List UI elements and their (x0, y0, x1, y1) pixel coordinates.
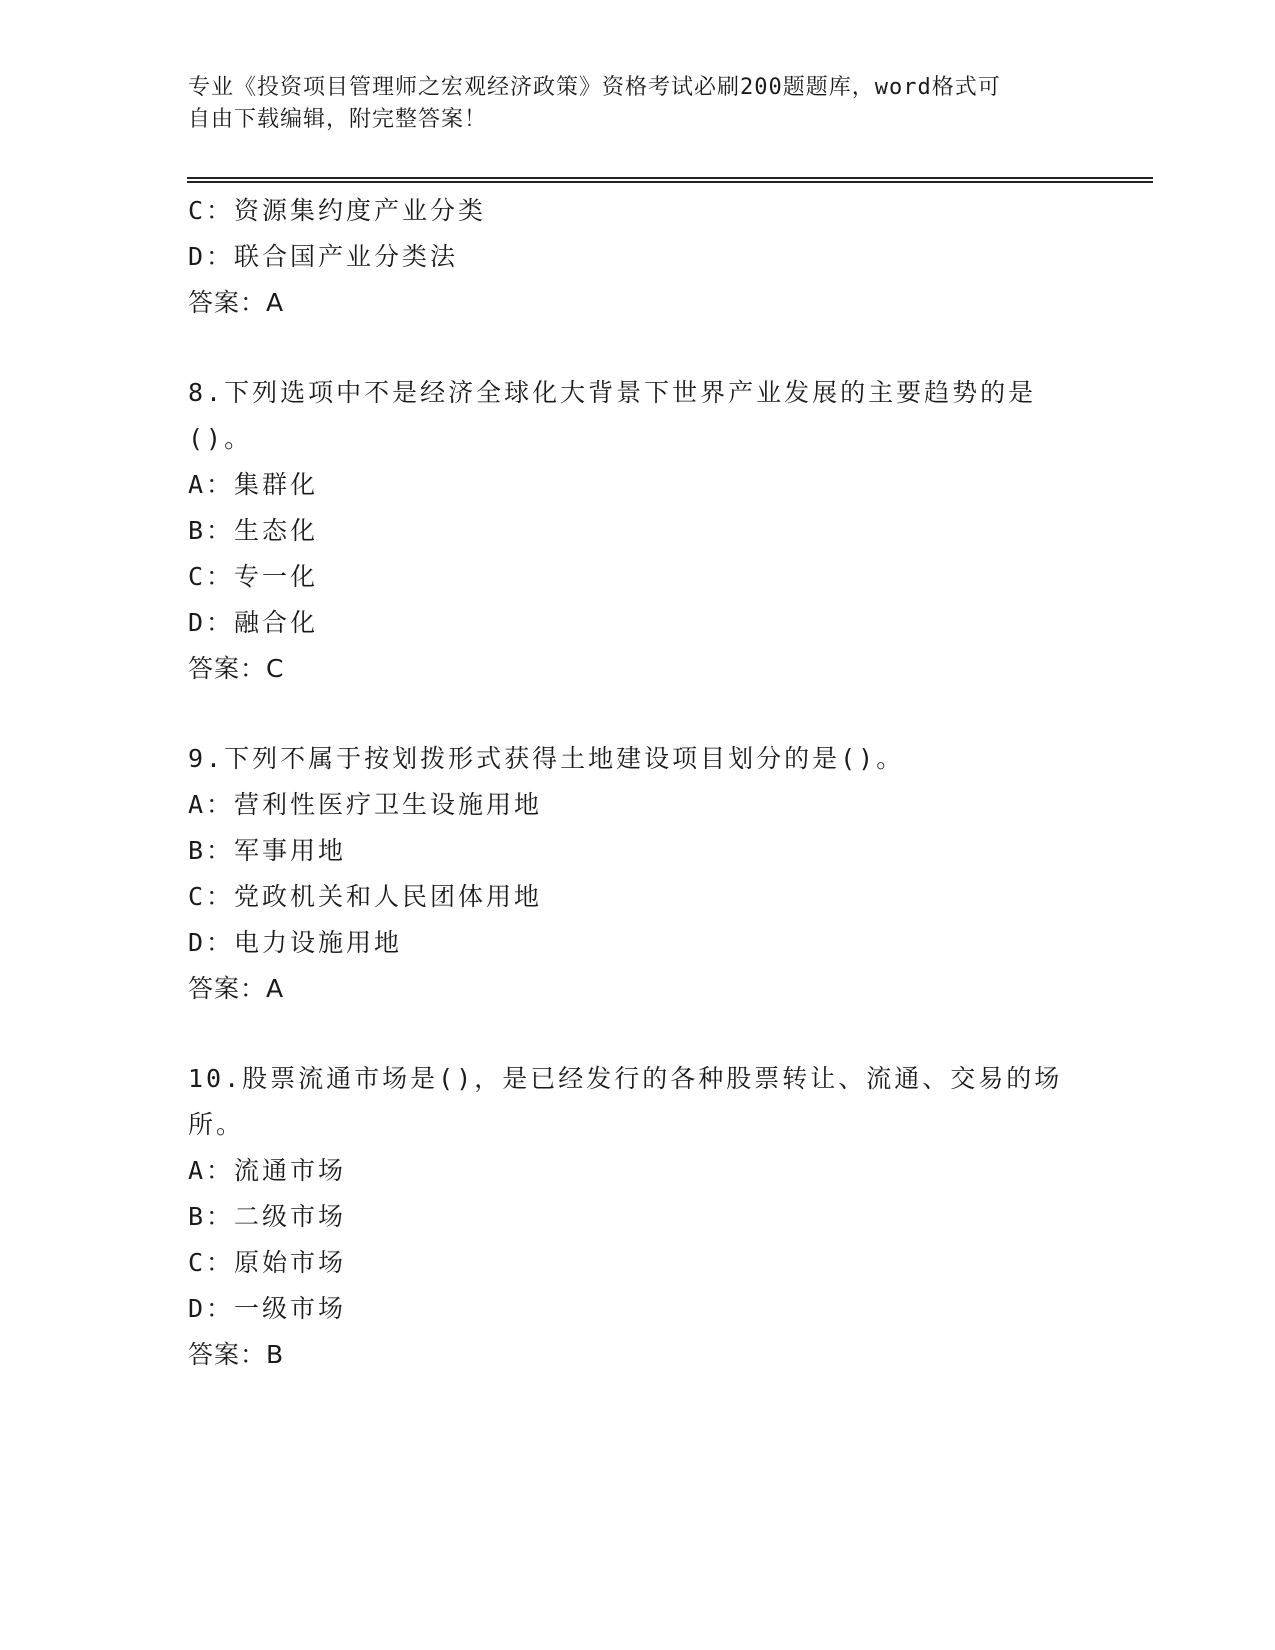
header-line-1: 专业《投资项目管理师之宏观经济政策》资格考试必刷200题题库，word格式可 (188, 75, 1001, 100)
question-list (188, 188, 1148, 1378)
question-gap (188, 1012, 1148, 1056)
question-7-tail (188, 188, 1148, 326)
option-b: B：军事用地 (188, 836, 347, 865)
question-stem: 8.下列选项中不是经济全球化大背景下世界产业发展的主要趋势的是 (188, 378, 1037, 407)
option-d: D：一级市场 (188, 1294, 347, 1323)
question-10 (188, 1056, 1148, 1378)
page-header (188, 72, 1068, 136)
header-line-2: 自由下载编辑，附完整答案！ (188, 107, 488, 132)
question-8 (188, 370, 1148, 692)
question-stem-continued: 所。 (188, 1110, 245, 1139)
option-a: A：流通市场 (188, 1156, 347, 1185)
option-a: A：营利性医疗卫生设施用地 (188, 790, 543, 819)
question-stem: 9.下列不属于按划拨形式获得土地建设项目划分的是()。 (188, 744, 905, 773)
question-9 (188, 736, 1148, 1012)
option-a: A：集群化 (188, 470, 319, 499)
option-c: C：党政机关和人民团体用地 (188, 882, 543, 911)
question-gap (188, 326, 1148, 370)
question-gap (188, 692, 1148, 736)
answer-line: 答案：B (188, 1340, 285, 1369)
question-stem: 10.股票流通市场是()，是已经发行的各种股票转让、流通、交易的场 (188, 1064, 1063, 1093)
option-c: C：原始市场 (188, 1248, 347, 1277)
option-c: C：专一化 (188, 562, 319, 591)
answer-line: 答案：A (188, 974, 285, 1003)
header-divider (187, 177, 1153, 183)
option-b: B：二级市场 (188, 1202, 347, 1231)
option-c: C：资源集约度产业分类 (188, 196, 487, 225)
answer-line: 答案：C (188, 654, 285, 683)
option-b: B：生态化 (188, 516, 319, 545)
question-stem-continued: ()。 (188, 424, 253, 453)
option-d: D：电力设施用地 (188, 928, 403, 957)
answer-line: 答案：A (188, 288, 285, 317)
option-d: D：融合化 (188, 608, 319, 637)
option-d: D：联合国产业分类法 (188, 242, 459, 271)
